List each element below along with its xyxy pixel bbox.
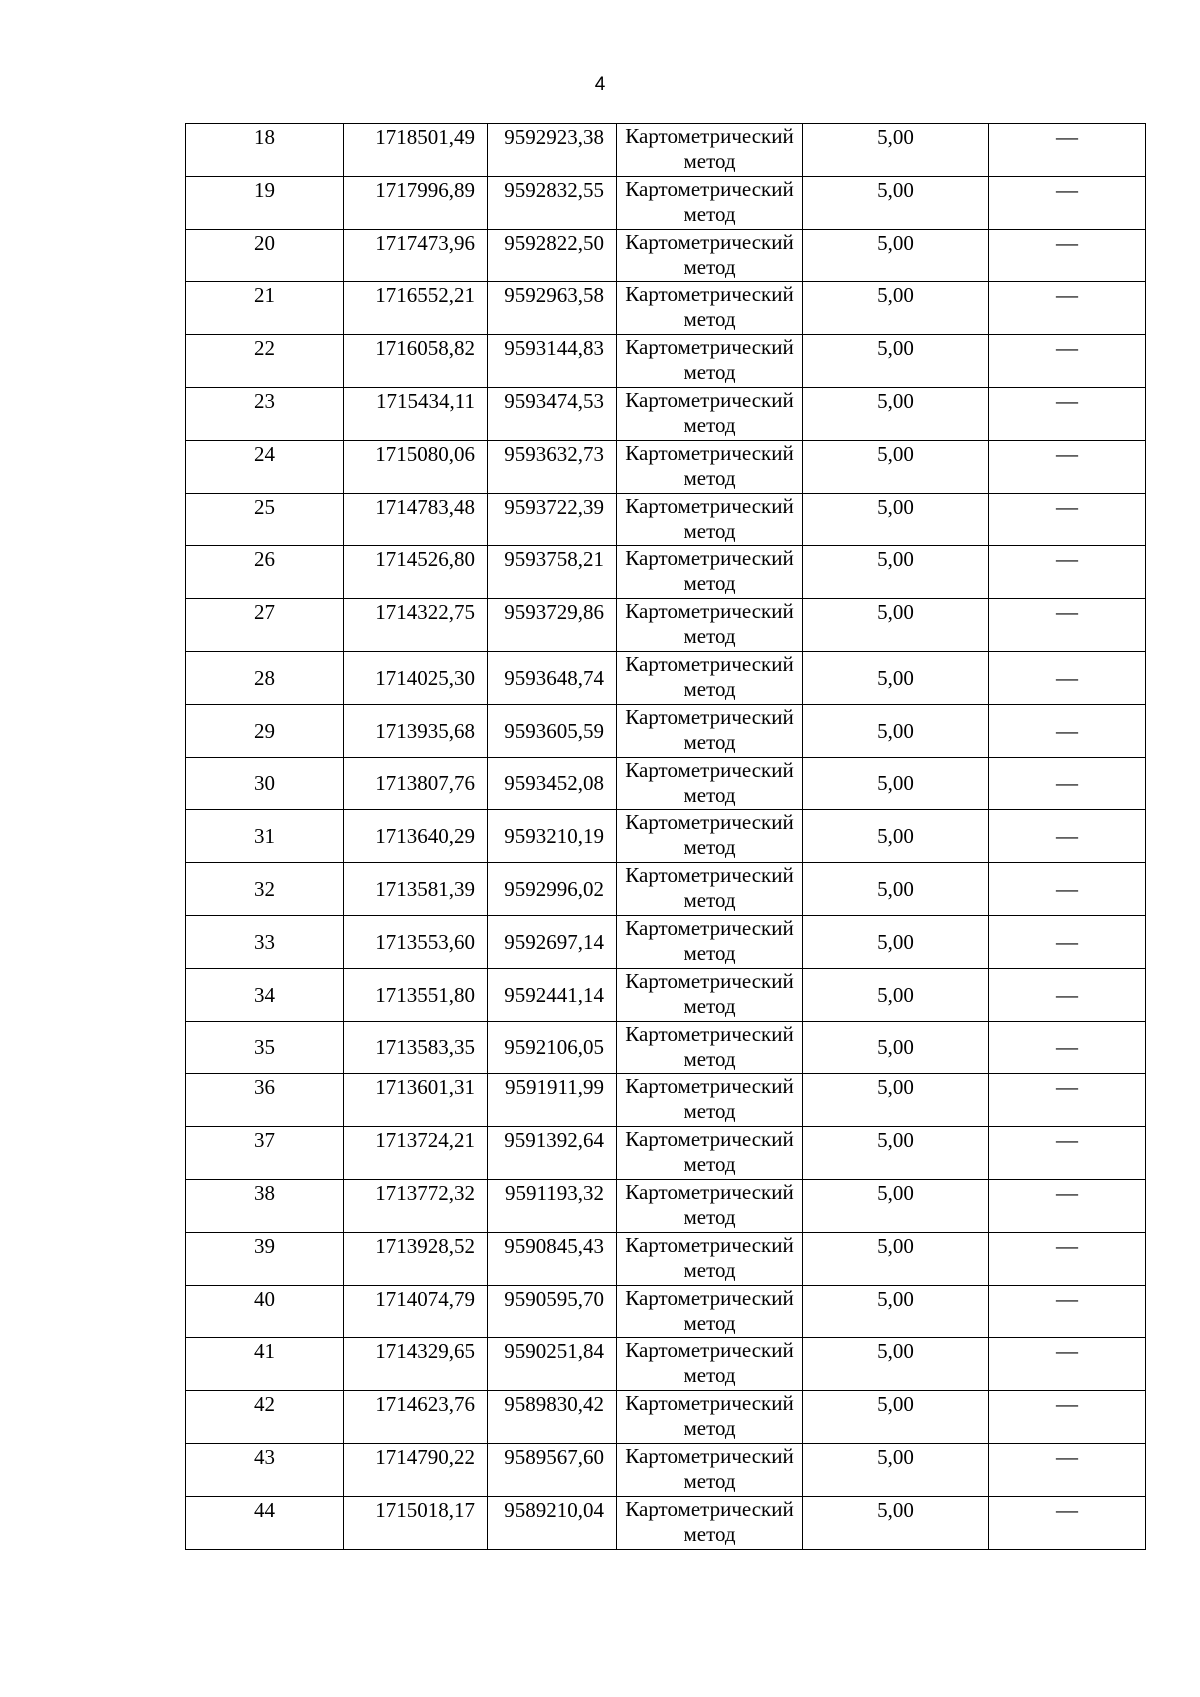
x-coordinate-cell: 1717473,96 <box>344 229 488 282</box>
y-coordinate-cell: 9591911,99 <box>488 1074 617 1127</box>
method-cell: Картометрический метод <box>617 651 803 704</box>
method-cell: Картометрический метод <box>617 1021 803 1074</box>
y-coordinate-cell: 9589567,60 <box>488 1443 617 1496</box>
method-cell: Картометрический метод <box>617 1285 803 1338</box>
note-cell: — <box>989 546 1146 599</box>
accuracy-cell: 5,00 <box>803 599 989 652</box>
table-row <box>186 810 1146 863</box>
note-cell: — <box>989 599 1146 652</box>
x-coordinate-cell: 1713935,68 <box>344 704 488 757</box>
point-number-cell: 42 <box>186 1391 344 1444</box>
table-row <box>186 1338 1146 1391</box>
note-cell: — <box>989 1127 1146 1180</box>
y-coordinate-cell: 9590251,84 <box>488 1338 617 1391</box>
y-coordinate-cell: 9592996,02 <box>488 863 617 916</box>
note-cell: — <box>989 1021 1146 1074</box>
point-number-cell: 33 <box>186 915 344 968</box>
note-cell: — <box>989 863 1146 916</box>
accuracy-cell: 5,00 <box>803 1338 989 1391</box>
note-cell: — <box>989 968 1146 1021</box>
note-cell: — <box>989 1074 1146 1127</box>
note-cell: — <box>989 387 1146 440</box>
note-cell: — <box>989 124 1146 177</box>
method-cell: Картометрический метод <box>617 282 803 335</box>
accuracy-cell: 5,00 <box>803 1074 989 1127</box>
x-coordinate-cell: 1713553,60 <box>344 915 488 968</box>
table-row <box>186 1496 1146 1549</box>
note-cell: — <box>989 335 1146 388</box>
method-cell: Картометрический метод <box>617 1443 803 1496</box>
note-cell: — <box>989 704 1146 757</box>
note-cell: — <box>989 1179 1146 1232</box>
accuracy-cell: 5,00 <box>803 229 989 282</box>
point-number-cell: 41 <box>186 1338 344 1391</box>
y-coordinate-cell: 9592963,58 <box>488 282 617 335</box>
table-row <box>186 1232 1146 1285</box>
y-coordinate-cell: 9593632,73 <box>488 440 617 493</box>
method-cell: Картометрический метод <box>617 124 803 177</box>
y-coordinate-cell: 9592923,38 <box>488 124 617 177</box>
table-row <box>186 124 1146 177</box>
note-cell: — <box>989 282 1146 335</box>
x-coordinate-cell: 1716058,82 <box>344 335 488 388</box>
accuracy-cell: 5,00 <box>803 440 989 493</box>
note-cell: — <box>989 1443 1146 1496</box>
accuracy-cell: 5,00 <box>803 493 989 546</box>
accuracy-cell: 5,00 <box>803 651 989 704</box>
point-number-cell: 23 <box>186 387 344 440</box>
accuracy-cell: 5,00 <box>803 863 989 916</box>
accuracy-cell: 5,00 <box>803 1496 989 1549</box>
x-coordinate-cell: 1713772,32 <box>344 1179 488 1232</box>
accuracy-cell: 5,00 <box>803 704 989 757</box>
method-cell: Картометрический метод <box>617 440 803 493</box>
method-cell: Картометрический метод <box>617 229 803 282</box>
table-row <box>186 282 1146 335</box>
x-coordinate-cell: 1714623,76 <box>344 1391 488 1444</box>
point-number-cell: 39 <box>186 1232 344 1285</box>
x-coordinate-cell: 1715434,11 <box>344 387 488 440</box>
method-cell: Картометрический метод <box>617 493 803 546</box>
x-coordinate-cell: 1714322,75 <box>344 599 488 652</box>
x-coordinate-cell: 1713583,35 <box>344 1021 488 1074</box>
note-cell: — <box>989 1338 1146 1391</box>
note-cell: — <box>989 1232 1146 1285</box>
method-cell: Картометрический метод <box>617 1391 803 1444</box>
accuracy-cell: 5,00 <box>803 1021 989 1074</box>
point-number-cell: 27 <box>186 599 344 652</box>
accuracy-cell: 5,00 <box>803 1391 989 1444</box>
y-coordinate-cell: 9593210,19 <box>488 810 617 863</box>
x-coordinate-cell: 1714790,22 <box>344 1443 488 1496</box>
table-row <box>186 387 1146 440</box>
x-coordinate-cell: 1713928,52 <box>344 1232 488 1285</box>
method-cell: Картометрический метод <box>617 1232 803 1285</box>
table-row <box>186 651 1146 704</box>
accuracy-cell: 5,00 <box>803 282 989 335</box>
x-coordinate-cell: 1715018,17 <box>344 1496 488 1549</box>
x-coordinate-cell: 1713640,29 <box>344 810 488 863</box>
point-number-cell: 35 <box>186 1021 344 1074</box>
note-cell: — <box>989 757 1146 810</box>
table-row <box>186 1074 1146 1127</box>
table-row <box>186 599 1146 652</box>
point-number-cell: 21 <box>186 282 344 335</box>
point-number-cell: 22 <box>186 335 344 388</box>
x-coordinate-cell: 1713807,76 <box>344 757 488 810</box>
x-coordinate-cell: 1717996,89 <box>344 176 488 229</box>
y-coordinate-cell: 9593648,74 <box>488 651 617 704</box>
method-cell: Картометрический метод <box>617 1338 803 1391</box>
accuracy-cell: 5,00 <box>803 810 989 863</box>
note-cell: — <box>989 1496 1146 1549</box>
method-cell: Картометрический метод <box>617 599 803 652</box>
y-coordinate-cell: 9593452,08 <box>488 757 617 810</box>
page-number: 4 <box>594 74 606 95</box>
point-number-cell: 34 <box>186 968 344 1021</box>
x-coordinate-cell: 1714074,79 <box>344 1285 488 1338</box>
coordinates-table <box>185 123 1146 1550</box>
table-row <box>186 1021 1146 1074</box>
accuracy-cell: 5,00 <box>803 176 989 229</box>
accuracy-cell: 5,00 <box>803 1232 989 1285</box>
method-cell: Картометрический метод <box>617 968 803 1021</box>
accuracy-cell: 5,00 <box>803 1127 989 1180</box>
method-cell: Картометрический метод <box>617 810 803 863</box>
y-coordinate-cell: 9592441,14 <box>488 968 617 1021</box>
y-coordinate-cell: 9593758,21 <box>488 546 617 599</box>
table-row <box>186 1179 1146 1232</box>
x-coordinate-cell: 1713581,39 <box>344 863 488 916</box>
table-row <box>186 1391 1146 1444</box>
y-coordinate-cell: 9591392,64 <box>488 1127 617 1180</box>
note-cell: — <box>989 810 1146 863</box>
point-number-cell: 32 <box>186 863 344 916</box>
method-cell: Картометрический метод <box>617 176 803 229</box>
point-number-cell: 43 <box>186 1443 344 1496</box>
note-cell: — <box>989 1285 1146 1338</box>
point-number-cell: 26 <box>186 546 344 599</box>
point-number-cell: 40 <box>186 1285 344 1338</box>
table-row <box>186 757 1146 810</box>
accuracy-cell: 5,00 <box>803 546 989 599</box>
point-number-cell: 24 <box>186 440 344 493</box>
x-coordinate-cell: 1714025,30 <box>344 651 488 704</box>
y-coordinate-cell: 9589830,42 <box>488 1391 617 1444</box>
y-coordinate-cell: 9591193,32 <box>488 1179 617 1232</box>
method-cell: Картометрический метод <box>617 757 803 810</box>
accuracy-cell: 5,00 <box>803 124 989 177</box>
point-number-cell: 37 <box>186 1127 344 1180</box>
point-number-cell: 38 <box>186 1179 344 1232</box>
y-coordinate-cell: 9592832,55 <box>488 176 617 229</box>
accuracy-cell: 5,00 <box>803 915 989 968</box>
accuracy-cell: 5,00 <box>803 968 989 1021</box>
x-coordinate-cell: 1714526,80 <box>344 546 488 599</box>
y-coordinate-cell: 9593605,59 <box>488 704 617 757</box>
y-coordinate-cell: 9590595,70 <box>488 1285 617 1338</box>
method-cell: Картометрический метод <box>617 387 803 440</box>
method-cell: Картометрический метод <box>617 335 803 388</box>
method-cell: Картометрический метод <box>617 1074 803 1127</box>
x-coordinate-cell: 1713724,21 <box>344 1127 488 1180</box>
method-cell: Картометрический метод <box>617 704 803 757</box>
note-cell: — <box>989 493 1146 546</box>
method-cell: Картометрический метод <box>617 1127 803 1180</box>
y-coordinate-cell: 9592697,14 <box>488 915 617 968</box>
y-coordinate-cell: 9592106,05 <box>488 1021 617 1074</box>
y-coordinate-cell: 9592822,50 <box>488 229 617 282</box>
table-row <box>186 915 1146 968</box>
table-row <box>186 704 1146 757</box>
point-number-cell: 44 <box>186 1496 344 1549</box>
accuracy-cell: 5,00 <box>803 1443 989 1496</box>
note-cell: — <box>989 440 1146 493</box>
table-row <box>186 1443 1146 1496</box>
y-coordinate-cell: 9590845,43 <box>488 1232 617 1285</box>
y-coordinate-cell: 9593722,39 <box>488 493 617 546</box>
accuracy-cell: 5,00 <box>803 757 989 810</box>
table-row <box>186 968 1146 1021</box>
table-row <box>186 440 1146 493</box>
method-cell: Картометрический метод <box>617 1496 803 1549</box>
point-number-cell: 25 <box>186 493 344 546</box>
point-number-cell: 29 <box>186 704 344 757</box>
method-cell: Картометрический метод <box>617 546 803 599</box>
table-body <box>186 124 1146 1550</box>
table-row <box>186 863 1146 916</box>
x-coordinate-cell: 1714329,65 <box>344 1338 488 1391</box>
x-coordinate-cell: 1713601,31 <box>344 1074 488 1127</box>
point-number-cell: 19 <box>186 176 344 229</box>
accuracy-cell: 5,00 <box>803 335 989 388</box>
method-cell: Картометрический метод <box>617 1179 803 1232</box>
point-number-cell: 36 <box>186 1074 344 1127</box>
y-coordinate-cell: 9593474,53 <box>488 387 617 440</box>
y-coordinate-cell: 9589210,04 <box>488 1496 617 1549</box>
y-coordinate-cell: 9593729,86 <box>488 599 617 652</box>
note-cell: — <box>989 1391 1146 1444</box>
x-coordinate-cell: 1715080,06 <box>344 440 488 493</box>
method-cell: Картометрический метод <box>617 863 803 916</box>
accuracy-cell: 5,00 <box>803 1179 989 1232</box>
accuracy-cell: 5,00 <box>803 1285 989 1338</box>
note-cell: — <box>989 176 1146 229</box>
note-cell: — <box>989 651 1146 704</box>
table-row <box>186 335 1146 388</box>
table-row <box>186 229 1146 282</box>
accuracy-cell: 5,00 <box>803 387 989 440</box>
x-coordinate-cell: 1716552,21 <box>344 282 488 335</box>
x-coordinate-cell: 1714783,48 <box>344 493 488 546</box>
table-row <box>186 1285 1146 1338</box>
point-number-cell: 28 <box>186 651 344 704</box>
point-number-cell: 20 <box>186 229 344 282</box>
point-number-cell: 31 <box>186 810 344 863</box>
x-coordinate-cell: 1718501,49 <box>344 124 488 177</box>
table-row <box>186 546 1146 599</box>
point-number-cell: 18 <box>186 124 344 177</box>
table-row <box>186 176 1146 229</box>
table-row <box>186 493 1146 546</box>
note-cell: — <box>989 915 1146 968</box>
x-coordinate-cell: 1713551,80 <box>344 968 488 1021</box>
point-number-cell: 30 <box>186 757 344 810</box>
method-cell: Картометрический метод <box>617 915 803 968</box>
note-cell: — <box>989 229 1146 282</box>
y-coordinate-cell: 9593144,83 <box>488 335 617 388</box>
table-row <box>186 1127 1146 1180</box>
